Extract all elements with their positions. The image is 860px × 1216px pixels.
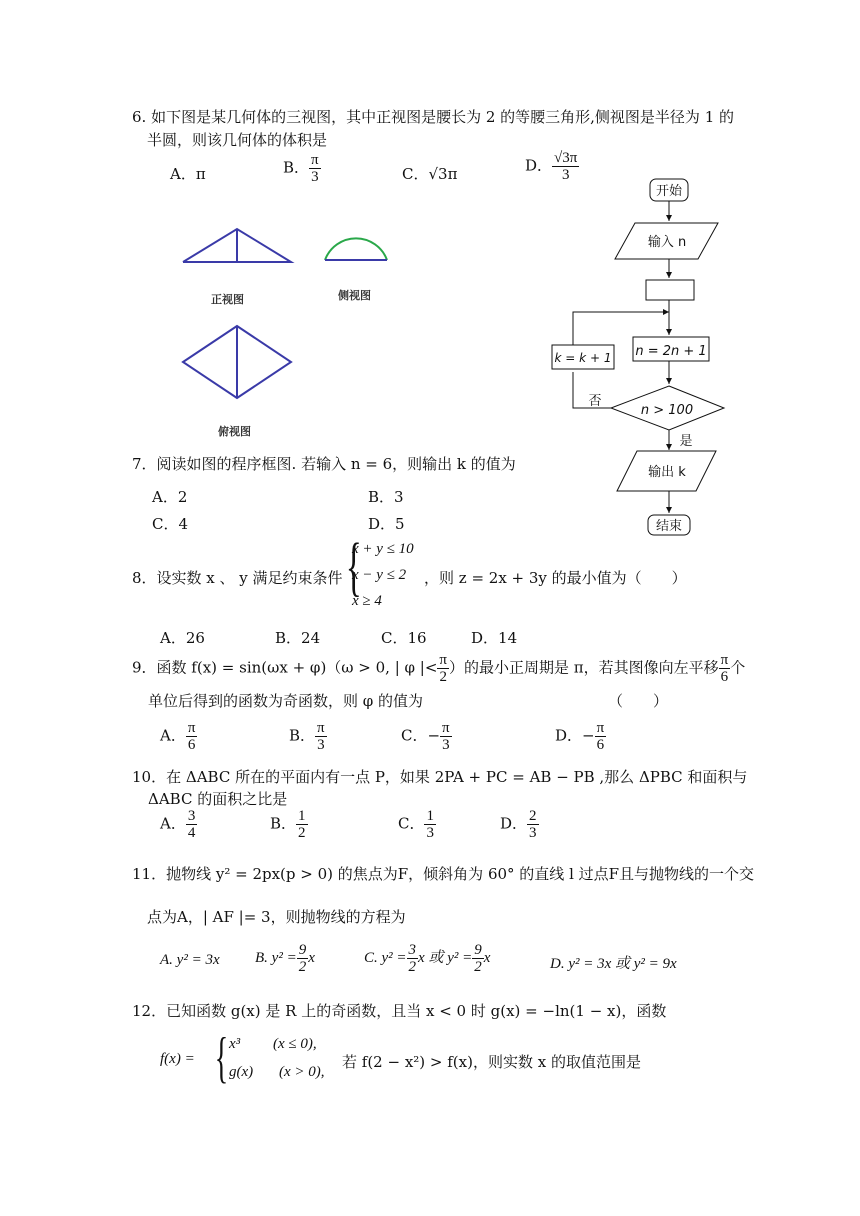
q7-option-b: B．3 <box>368 488 404 506</box>
q9-option-c: C．− $\frac{\pi}{3}$ <box>401 720 450 753</box>
q10-option-d: D． $\frac{2}{3}$ <box>500 808 537 841</box>
q12-cond1: (x ≤ 0), <box>273 1036 317 1052</box>
flow-output-text: 输出 k <box>648 465 686 480</box>
flow-end-text: 结束 <box>655 519 683 534</box>
q12-stem: 12．已知函数 g(x) 是 R 上的奇函数，且当 x < 0 时 g(x) = −ln(1 − x)，函数 <box>132 1002 667 1020</box>
q12-cond2: (x > 0), <box>279 1064 325 1080</box>
three-views-figure <box>175 220 395 435</box>
q6-stem-line1: 6. 如下图是某几何体的三视图，其中正视图是腰长为 2 的等腰三角形,侧视图是半径为 1 的 <box>132 108 735 126</box>
q8-brace: { <box>345 530 362 603</box>
q8-option-c: C．16 <box>381 629 427 647</box>
q8-constraint-1: x + y ≤ 10 <box>352 541 414 557</box>
q7-stem: 7．阅读如图的程序框图. 若输入 n = 6，则输出 k 的值为 <box>132 455 516 473</box>
q12-brace: { <box>214 1027 229 1089</box>
q6-option-c: C．√3π <box>402 165 458 183</box>
q9-option-b: B． $\frac{\pi}{3}$ <box>289 720 325 753</box>
q10-option-a: A． $\frac{3}{4}$ <box>160 808 196 841</box>
q12-tail: 若 f(2 − x²) > f(x)，则实数 x 的取值范围是 <box>342 1053 641 1071</box>
side-view-label: 侧视图 <box>338 289 371 302</box>
front-view-label: 正视图 <box>211 293 244 306</box>
q9-frac-pi-6: $\frac{\pi}{6}$ <box>720 652 729 685</box>
q9-stem-line2: 单位后得到的函数为奇函数，则 φ 的值为 <box>148 692 424 710</box>
flow-start-text: 开始 <box>655 184 683 199</box>
q9-answer-paren: （ ） <box>608 692 669 710</box>
q6-option-b: B． $\frac{\pi}{3}$ <box>283 152 319 185</box>
q9-option-d: D．− $\frac{\pi}{6}$ <box>555 720 605 753</box>
q8-option-a: A．26 <box>160 629 205 647</box>
q10-stem-line1: 10．在 ΔABC 所在的平面内有一点 P，如果 2PA + PC = AB − PB ,那么 ΔPBC 和面积与 <box>132 768 748 786</box>
q8-stem-pre: 8．设实数 x 、 y 满足约束条件 <box>132 569 343 587</box>
flow-input-text: 输入 n <box>647 235 687 250</box>
q12-case1: x³ <box>229 1036 241 1052</box>
q7-option-a: A．2 <box>152 488 188 506</box>
q12-f-lhs: f(x) = <box>160 1051 195 1067</box>
q11-option-a: A. y² = 3x <box>160 952 220 968</box>
q6-option-a: A．π <box>170 165 206 183</box>
q11-option-b: B. y² = $\frac{9}{2}$ x <box>255 942 315 975</box>
top-view <box>183 326 291 398</box>
q7-option-d: D．5 <box>368 515 405 533</box>
flow-yes-label: 是 <box>679 434 693 449</box>
q8-option-b: B．24 <box>275 629 321 647</box>
q9-option-a: A． $\frac{\pi}{6}$ <box>160 720 196 753</box>
flow-update-n-text: n = 2n + 1 <box>635 344 707 359</box>
q6-option-d: D． $\frac{√3\pi}{3}$ <box>525 150 578 183</box>
flow-no-label: 否 <box>588 394 602 409</box>
q8-constraint-2: x − y ≤ 2 <box>352 567 407 583</box>
flow-condition-text: n > 100 <box>640 403 694 418</box>
q8-constraint-3: x ≥ 4 <box>352 593 382 609</box>
q11-stem-line1: 11．抛物线 y² = 2px(p > 0) 的焦点为F，倾斜角为 60° 的直线 l 过点F且与抛物线的一个交 <box>132 865 755 883</box>
flow-update-k-text: k = k + 1 <box>554 351 612 365</box>
q10-option-c: C． $\frac{1}{3}$ <box>398 808 434 841</box>
q11-stem-line2: 点为A，| AF |= 3，则抛物线的方程为 <box>147 908 406 926</box>
q9-frac-pi-2: $\frac{\pi}{2}$ <box>439 652 447 685</box>
flowchart <box>540 175 740 540</box>
q10-option-b: B． $\frac{1}{2}$ <box>270 808 306 841</box>
q12-case2: g(x) <box>229 1064 254 1080</box>
q11-option-c: C. y² = $\frac{3}{2}$ x 或 y² = $\frac{9}{2}$ x <box>364 942 491 975</box>
top-view-label: 俯视图 <box>218 425 251 438</box>
q6-stem-line2: 半圆，则该几何体的体积是 <box>147 131 328 149</box>
flow-blank-box <box>646 280 694 300</box>
side-view <box>325 238 387 260</box>
q8-stem-post: ，则 z = 2x + 3y 的最小值为（ ） <box>424 569 687 587</box>
front-view <box>183 229 291 262</box>
q10-stem-line2: ΔABC 的面积之比是 <box>148 790 288 808</box>
q7-option-c: C．4 <box>152 515 189 533</box>
q8-option-d: D．14 <box>471 629 518 647</box>
q9-stem-line1: 9．函数 f(x) = sin(ωx + φ)（ω > 0, | φ |< $\frac{\pi}{2}$ ）的最小正周期是 π，若其图像向左平移 $\frac{\pi}{6}$ 个 <box>132 652 746 685</box>
q11-option-d: D. y² = 3x 或 y² = 9x <box>550 956 677 972</box>
